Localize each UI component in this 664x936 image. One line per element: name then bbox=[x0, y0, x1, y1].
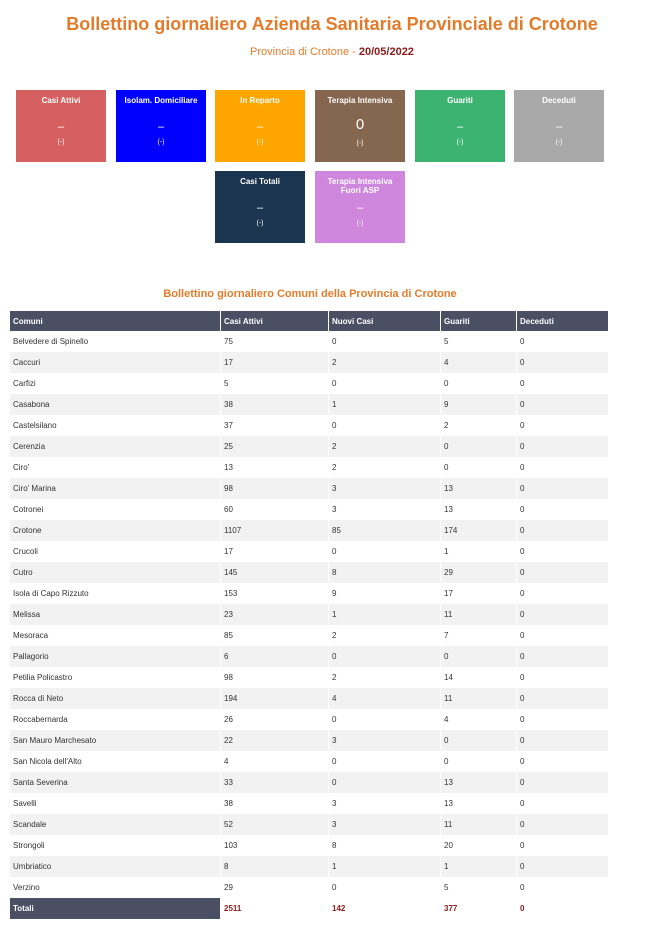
table-row bbox=[10, 751, 609, 772]
table-cell: 0 bbox=[517, 604, 609, 625]
table-cell: 2 bbox=[441, 415, 517, 436]
table-cell: 75 bbox=[221, 331, 329, 352]
table-row bbox=[10, 373, 609, 394]
table-cell: 0 bbox=[441, 730, 517, 751]
table-cell: Crotone bbox=[10, 520, 221, 541]
table-cell: Isola di Capo Rizzuto bbox=[10, 583, 221, 604]
table-header-row bbox=[10, 311, 609, 331]
table-cell: 0 bbox=[329, 415, 441, 436]
table-cell: Ciro' Marina bbox=[10, 478, 221, 499]
table-cell: 0 bbox=[517, 856, 609, 877]
table-cell: 3 bbox=[329, 793, 441, 814]
table-cell: 23 bbox=[221, 604, 329, 625]
table-cell: 5 bbox=[441, 877, 517, 898]
table-cell: 98 bbox=[221, 667, 329, 688]
table-row bbox=[10, 541, 609, 562]
table-cell: Strongoli bbox=[10, 835, 221, 856]
table-cell: 11 bbox=[441, 814, 517, 835]
card-delta: (-) bbox=[157, 139, 165, 146]
table-cell: Cerenzia bbox=[10, 436, 221, 457]
table-cell: 6 bbox=[221, 646, 329, 667]
column-header: Casi Attivi bbox=[221, 311, 329, 331]
table-cell: Carfizi bbox=[10, 373, 221, 394]
table-cell: Rocca di Neto bbox=[10, 688, 221, 709]
table-row bbox=[10, 730, 609, 751]
summary-card bbox=[215, 90, 305, 162]
table-cell: 1 bbox=[329, 856, 441, 877]
table-cell: San Nicola dell'Alto bbox=[10, 751, 221, 772]
table-row bbox=[10, 856, 609, 877]
card-delta: (-) bbox=[57, 139, 65, 146]
bulletin-date: 20/05/2022 bbox=[358, 46, 414, 58]
table-cell: 85 bbox=[329, 520, 441, 541]
page-subtitle bbox=[0, 46, 664, 58]
table-cell: 0 bbox=[329, 877, 441, 898]
table-cell: 0 bbox=[517, 583, 609, 604]
table-cell: 0 bbox=[517, 331, 609, 352]
table-cell: 0 bbox=[517, 520, 609, 541]
table-cell: 33 bbox=[221, 772, 329, 793]
table-cell: 0 bbox=[517, 793, 609, 814]
card-label: Deceduti bbox=[542, 96, 576, 105]
table-cell: 0 bbox=[329, 751, 441, 772]
table-row bbox=[10, 352, 609, 373]
table-row bbox=[10, 793, 609, 814]
table-row bbox=[10, 415, 609, 436]
table-cell: Pallagorio bbox=[10, 646, 221, 667]
table-cell: 0 bbox=[517, 478, 609, 499]
table-cell: Ciro' bbox=[10, 457, 221, 478]
table-cell: Savelli bbox=[10, 793, 221, 814]
table-title: Bollettino giornaliero Comuni della Provincia di Crotone bbox=[163, 288, 457, 300]
table-cell: 2 bbox=[329, 667, 441, 688]
comuni-table bbox=[10, 311, 609, 919]
table-cell: 11 bbox=[441, 688, 517, 709]
card-value: – bbox=[256, 121, 264, 133]
table-cell: 0 bbox=[517, 394, 609, 415]
table-cell: 0 bbox=[517, 751, 609, 772]
table-cell: 29 bbox=[441, 562, 517, 583]
summary-card bbox=[116, 90, 206, 162]
table-cell: 4 bbox=[221, 751, 329, 772]
table-cell: 0 bbox=[517, 562, 609, 583]
table-cell: Santa Severina bbox=[10, 772, 221, 793]
card-delta: (-) bbox=[356, 220, 364, 227]
table-cell: 0 bbox=[329, 541, 441, 562]
column-header: Deceduti bbox=[517, 311, 609, 331]
column-header: Comuni bbox=[10, 311, 221, 331]
card-value: – bbox=[356, 202, 364, 214]
province-label: Provincia di Crotone - bbox=[250, 46, 359, 58]
card-value: 0 bbox=[355, 116, 365, 133]
card-delta: (-) bbox=[456, 139, 464, 146]
card-value: – bbox=[57, 121, 65, 133]
table-cell: 4 bbox=[441, 709, 517, 730]
table-cell: 4 bbox=[441, 352, 517, 373]
table-cell: San Mauro Marchesato bbox=[10, 730, 221, 751]
table-row bbox=[10, 625, 609, 646]
table-cell: 1 bbox=[329, 604, 441, 625]
table-cell: 0 bbox=[517, 772, 609, 793]
totals-cell: 377 bbox=[441, 898, 517, 919]
table-cell: 13 bbox=[441, 478, 517, 499]
table-row bbox=[10, 394, 609, 415]
table-row bbox=[10, 478, 609, 499]
table-cell: 0 bbox=[517, 814, 609, 835]
totals-label: Totali bbox=[10, 898, 221, 919]
table-row bbox=[10, 562, 609, 583]
table-cell: Casabona bbox=[10, 394, 221, 415]
table-cell: Cotronei bbox=[10, 499, 221, 520]
table-cell: 153 bbox=[221, 583, 329, 604]
table-cell: Crucoli bbox=[10, 541, 221, 562]
summary-card bbox=[415, 90, 505, 162]
table-cell: 8 bbox=[329, 835, 441, 856]
card-value: – bbox=[456, 121, 464, 133]
table-row bbox=[10, 646, 609, 667]
table-cell: Petilia Policastro bbox=[10, 667, 221, 688]
table-row bbox=[10, 604, 609, 625]
table-cell: 0 bbox=[517, 352, 609, 373]
table-cell: 17 bbox=[441, 583, 517, 604]
table-cell: 0 bbox=[441, 457, 517, 478]
card-delta: (-) bbox=[256, 139, 264, 146]
table-cell: 17 bbox=[221, 541, 329, 562]
card-label: In Reparto bbox=[240, 96, 280, 105]
card-value: – bbox=[555, 121, 563, 133]
table-cell: 145 bbox=[221, 562, 329, 583]
table-cell: 9 bbox=[441, 394, 517, 415]
table-cell: 0 bbox=[517, 646, 609, 667]
table-cell: 8 bbox=[221, 856, 329, 877]
table-cell: 85 bbox=[221, 625, 329, 646]
table-cell: 1 bbox=[441, 541, 517, 562]
totals-cell: 142 bbox=[329, 898, 441, 919]
table-cell: 13 bbox=[441, 499, 517, 520]
table-cell: 13 bbox=[441, 793, 517, 814]
table-cell: 0 bbox=[441, 646, 517, 667]
table-cell: 0 bbox=[517, 499, 609, 520]
table-cell: Verzino bbox=[10, 877, 221, 898]
table-row bbox=[10, 835, 609, 856]
table-cell: 103 bbox=[221, 835, 329, 856]
table-cell: 0 bbox=[517, 373, 609, 394]
table-row bbox=[10, 457, 609, 478]
table-cell: 0 bbox=[441, 751, 517, 772]
table-row bbox=[10, 709, 609, 730]
card-delta: (-) bbox=[555, 139, 563, 146]
table-cell: 0 bbox=[517, 625, 609, 646]
table-cell: 0 bbox=[517, 457, 609, 478]
table-row bbox=[10, 583, 609, 604]
table-cell: 0 bbox=[517, 835, 609, 856]
table-cell: 11 bbox=[441, 604, 517, 625]
table-row bbox=[10, 688, 609, 709]
card-label: Casi Attivi bbox=[41, 96, 81, 105]
table-cell: 0 bbox=[441, 436, 517, 457]
table-cell: 5 bbox=[441, 331, 517, 352]
table-cell: Melissa bbox=[10, 604, 221, 625]
table-cell: 0 bbox=[441, 373, 517, 394]
table-cell: 1 bbox=[441, 856, 517, 877]
card-label: Terapia Intensiva bbox=[327, 96, 393, 105]
table-cell: 1107 bbox=[221, 520, 329, 541]
table-cell: 26 bbox=[221, 709, 329, 730]
table-cell: 20 bbox=[441, 835, 517, 856]
table-cell: 29 bbox=[221, 877, 329, 898]
table-cell: 25 bbox=[221, 436, 329, 457]
table-body bbox=[10, 331, 609, 898]
table-cell: Castelsilano bbox=[10, 415, 221, 436]
table-cell: 0 bbox=[517, 436, 609, 457]
table-cell: 5 bbox=[221, 373, 329, 394]
table-row bbox=[10, 499, 609, 520]
table-cell: 52 bbox=[221, 814, 329, 835]
summary-card bbox=[215, 171, 305, 243]
column-header: Nuovi Casi bbox=[329, 311, 441, 331]
table-cell: 37 bbox=[221, 415, 329, 436]
table-cell: 13 bbox=[221, 457, 329, 478]
table-cell: Belvedere di Spinello bbox=[10, 331, 221, 352]
table-cell: 2 bbox=[329, 625, 441, 646]
card-label: Isolam. Domiciliare bbox=[124, 96, 198, 105]
card-label: Terapia Intensiva Fuori ASP bbox=[327, 177, 393, 195]
card-value: – bbox=[157, 121, 165, 133]
table-cell: Mesoraca bbox=[10, 625, 221, 646]
table-cell: 174 bbox=[441, 520, 517, 541]
table-cell: 22 bbox=[221, 730, 329, 751]
table-cell: 0 bbox=[517, 877, 609, 898]
table-cell: 7 bbox=[441, 625, 517, 646]
column-header: Guariti bbox=[441, 311, 517, 331]
table-cell: 1 bbox=[329, 394, 441, 415]
card-label: Guariti bbox=[447, 96, 473, 105]
table-cell: 38 bbox=[221, 793, 329, 814]
summary-card bbox=[16, 90, 106, 162]
table-row bbox=[10, 772, 609, 793]
card-delta: (-) bbox=[356, 140, 364, 147]
table-cell: 0 bbox=[329, 709, 441, 730]
table-cell: 0 bbox=[329, 646, 441, 667]
table-cell: 0 bbox=[517, 730, 609, 751]
table-cell: 4 bbox=[329, 688, 441, 709]
table-totals-row bbox=[10, 898, 609, 919]
table-cell: 3 bbox=[329, 478, 441, 499]
table-cell: 2 bbox=[329, 457, 441, 478]
table-cell: 0 bbox=[517, 709, 609, 730]
table-cell: 0 bbox=[329, 373, 441, 394]
table-cell: 3 bbox=[329, 814, 441, 835]
table-cell: 8 bbox=[329, 562, 441, 583]
table-cell: 0 bbox=[517, 667, 609, 688]
table-cell: Cutro bbox=[10, 562, 221, 583]
table-cell: 0 bbox=[517, 688, 609, 709]
table-cell: 3 bbox=[329, 730, 441, 751]
table-cell: Umbriatico bbox=[10, 856, 221, 877]
table-cell: 60 bbox=[221, 499, 329, 520]
table-cell: 2 bbox=[329, 352, 441, 373]
table-cell: 9 bbox=[329, 583, 441, 604]
table-row bbox=[10, 877, 609, 898]
summary-card bbox=[315, 90, 405, 162]
summary-card bbox=[315, 171, 405, 243]
table-cell: 0 bbox=[517, 415, 609, 436]
table-cell: 2 bbox=[329, 436, 441, 457]
totals-cell: 0 bbox=[517, 898, 609, 919]
card-label: Casi Totali bbox=[240, 177, 280, 186]
table-cell: 0 bbox=[517, 541, 609, 562]
table-cell: 98 bbox=[221, 478, 329, 499]
table-cell: 3 bbox=[329, 499, 441, 520]
table-cell: 38 bbox=[221, 394, 329, 415]
table-row bbox=[10, 520, 609, 541]
table-cell: Caccuri bbox=[10, 352, 221, 373]
totals-cell: 2511 bbox=[221, 898, 329, 919]
table-cell: 13 bbox=[441, 772, 517, 793]
table-row bbox=[10, 331, 609, 352]
table-cell: 14 bbox=[441, 667, 517, 688]
table-cell: Scandale bbox=[10, 814, 221, 835]
table-row bbox=[10, 436, 609, 457]
table-row bbox=[10, 667, 609, 688]
summary-card bbox=[514, 90, 604, 162]
page-title: Bollettino giornaliero Azienda Sanitaria Provinciale di Crotone bbox=[66, 14, 598, 34]
card-value: – bbox=[256, 202, 264, 214]
card-delta: (-) bbox=[256, 220, 264, 227]
table-cell: 194 bbox=[221, 688, 329, 709]
table-row bbox=[10, 814, 609, 835]
table-cell: Roccabernarda bbox=[10, 709, 221, 730]
table-cell: 17 bbox=[221, 352, 329, 373]
table-cell: 0 bbox=[329, 331, 441, 352]
table-cell: 0 bbox=[329, 772, 441, 793]
